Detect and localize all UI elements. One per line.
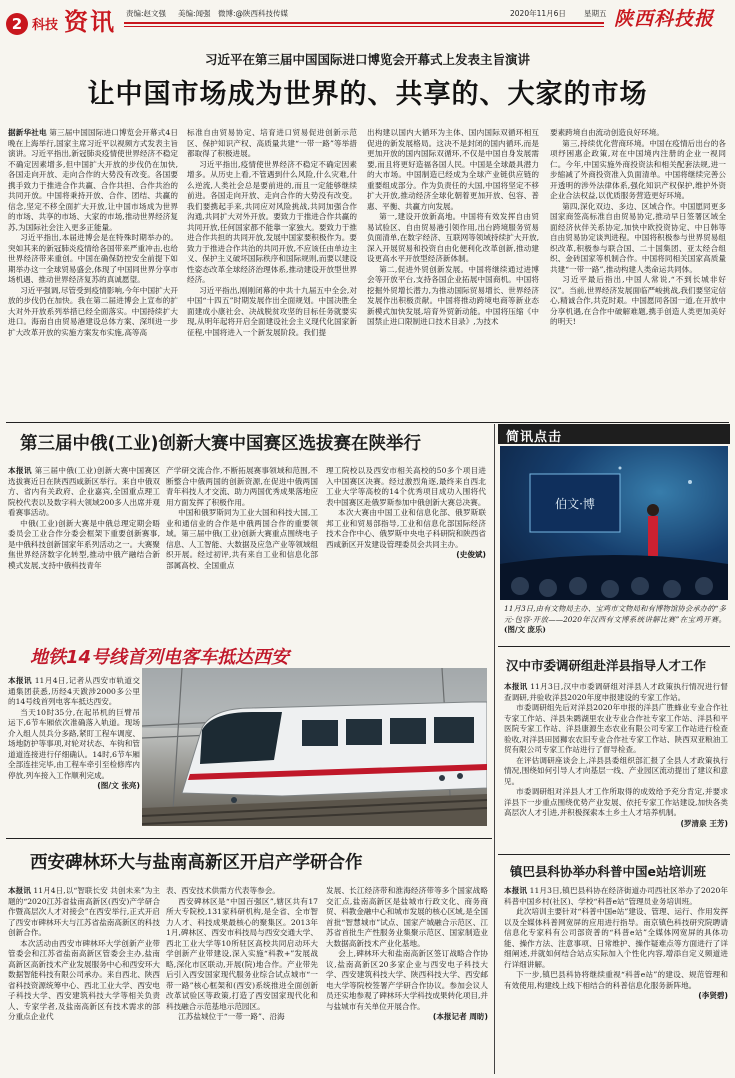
paragraph: 要素跨境自由流动创造良好环境。 bbox=[550, 128, 664, 137]
paragraph: 11月3日,汉中市委调研组对洋县人才政策执行情况进行督查调研,并验收洋县2020年度申报建设的专家工作站。 bbox=[504, 682, 728, 702]
masthead-weekday: 星期五 bbox=[584, 9, 607, 18]
column-divider bbox=[494, 424, 495, 1074]
byline: 本报讯 bbox=[504, 886, 528, 895]
paragraph: 本次活动由西安市碑林环大学创新产业带管委会和江苏省盐南高新区管委会主办,盐南高新区高新技术产业发展服务中心和西安环大数据智能科技有限公司承办。来自西北、陕西省科技资源统筹中心、西北工业大学、西安电子科技大学、西安建筑科技大学等相关负责人、专家学者,及盐南高新区有技术需求的部分重点企业代 bbox=[8, 938, 160, 1021]
paragraph: 11月3日,镇巴县科协在经济街道办司西社区举办了2020年科普中国乡村(社区)、学校“科普e站”管理员业务培训班。 bbox=[504, 886, 728, 906]
beilin-headline: 西安碑林环大与盐南高新区开启产学研合作 bbox=[30, 853, 363, 873]
section-divider bbox=[498, 646, 730, 647]
author: (图/文 庞乐) bbox=[504, 625, 546, 634]
byline: 据新华社电 bbox=[8, 128, 47, 137]
editor-credit: 责编:赵文强 bbox=[126, 9, 167, 18]
paragraph: 11月4日,记者从西安市轨道交通集团获悉,历经4天跋涉2000多公里的14号线首列电客车抵达西安。 bbox=[8, 676, 140, 706]
paragraph: 习近平强调,尽管受到疫情影响,今年中国扩大开放的步伐仍在加快。我在第二届进博会上宣布的扩大对外开放系列举措已经全面落实。中国持续扩大进口。海南自由贸易港建设总体方案、深圳进一步扩大改革开放的实施方案发布实施,高等高 bbox=[8, 285, 178, 337]
author: (罗清泉 王芳) bbox=[680, 818, 728, 828]
section-divider bbox=[498, 854, 730, 855]
byline: 本报讯 bbox=[504, 682, 528, 691]
story2-col-3 bbox=[326, 466, 486, 622]
brief-photo bbox=[500, 446, 728, 600]
beilin-col-3 bbox=[326, 886, 488, 1074]
hanzhong-headline: 汉中市委调研组赴洋县指导人才工作 bbox=[506, 658, 707, 673]
brief-caption: 11月3日,由有文物局主办、宝鸡市文物局和有博物馆协会承办的“多元·包容·开放——2020年汉西有文博系统讲解比赛”在宝鸡开赛。(图/文 庞乐) bbox=[504, 604, 726, 634]
paragraph: 第四,深化双边、多边、区域合作。中国愿同更多国家商签高标准自由贸易协定,推动早日签署区域全面经济伙伴关系协定,加快中欧投资协定、中日韩等自由贸易协定谈判进程。中国将积极参与世界贸易组织改革,积极参与联合国、二十国集团、亚太经合组织、金砖国家等机制合作。中国将同相关国家高质量共建“一带一路”,推动构建人类命运共同体。 bbox=[550, 201, 726, 274]
masthead-rule-thin bbox=[124, 26, 604, 27]
byline: 本报讯 bbox=[8, 676, 32, 685]
metro-body bbox=[8, 676, 140, 826]
metro-photo bbox=[142, 668, 487, 826]
paragraph: 当天10时35分,在起吊机的巨臂吊运下,6节车厢依次准确落入轨道。现场介入组人员兵分多路,紧盯工程车调度、场地防护等事项,对轮对状态、车钩和管道道连接进行仔细确认。14时,6节车厢全部连挂完毕,由工程车牵引至检修库内停放,列车接入工作顺利完成。 bbox=[8, 707, 140, 780]
paragraph: 习近平指出,刚刚闭幕的中共十九届五中全会,对中国“十四五”时期发展作出全面规划。中国决胜全面建成小康社会、决战脱贫攻坚的目标任务就要实现,从明年起将开启全面建设社会主义现代化国家新征程,中国将进入一个新发展阶段。我们提 bbox=[187, 285, 357, 337]
story2-col-2 bbox=[166, 466, 318, 622]
wechat-credit: 微博:@陕西科技传媒 bbox=[218, 9, 289, 18]
paragraph: 在评估调研座谈会上,洋县县委组织部汇报了全县人才政策执行情况,围绕如何引导人才向基层一线、产业园区流动提出了建议和意见。 bbox=[504, 755, 728, 786]
brief-header: 简讯点击 bbox=[506, 430, 563, 445]
paragraph: 此次培训主要针对“科普中国e站”建设、管理、运行、作用发挥以及全媒体科普网宽屏的应用进行指导。南京镇色科技研究院聘请信息化专家科有公司部资普的“科普e站”全媒体网宽屏的具体功能、操作方法、注意事项、日常维护、操作疑难点等方面进行了详细阐述,并就如何结合站点实际加入个性化内容,增添自定义频道进行详细讲解。 bbox=[504, 907, 728, 969]
paragraph: 第二,促进外贸创新发展。中国将继续通过进博会等开放平台,支持各国企业拓展中国商机。中国将挖掘外贸增长潜力,为推动国际贸易增长、世界经济发展作出积极贡献。中国将推动跨境电商等新业态新模式加快发展,培育外贸新动能。中国将压缩《中国禁止进口限制进口技术目录》,为技术 bbox=[367, 264, 539, 326]
brief-header-bar bbox=[498, 424, 730, 444]
hanzhong-body bbox=[504, 682, 728, 850]
paragraph: 西安碑林区是“中国百强区”,辖区共有17所大专院校,131家科研机构,是全省、全市智力人才、科技成果最核心的聚集区。2013年1月,碑林区、西安市科技局与西安交通大学、西北工业大学等10所驻区高校共同启动环大学创新产业带建设,深入实施“科教+”发展战略,深化市区联动,开展(院)地合作。产业带先后引入西安国家现代服务业综合试点城市“一带一路”核心框架和(西安)系统推进全面创新改革试验区等政策,打造了西安国家现代化和科技融合示范基地示范园区。 bbox=[166, 896, 318, 1011]
paragraph: 发展、长江经济带和淮海经济带等多个国家战略交汇点,盐南高新区是盐城市行政文化、商务商贸、科教金融中心和城市发展的核心区域,是全国首批“智慧城市”试点、国家产城融合示范区、江苏省首批生产性服务业集聚示范区、国家制造业大数据高新技术产业化基地。 bbox=[326, 886, 488, 948]
paragraph: 中国和俄罗斯同为工业大国和科技大国,工业和通信业的合作是中俄两国合作的重要领域。第三届中俄(工业)创新大赛重点围绕电子信息、人工智能、大数据及应急产业等领域组织开展。经过初评,共有来自工业和信息化部部属高校、全国重点 bbox=[166, 508, 318, 570]
paragraph: 下一步,镇巴县科协将继续重视“科普e站”的建设、规范管理和有效使用,构建线上线下相结合的科普信息化服务新阵地。 bbox=[504, 970, 728, 990]
paper-name: 陕西科技报 bbox=[614, 8, 715, 30]
lead-col-3 bbox=[367, 128, 539, 418]
paragraph: 市委调研组先后对洋县2020年申报的洋县广胜蜂业专业合作社专家工作站、洋县朱鹮湖里农业专业合作社专家工作站、洋县和平医院专家工作站、洋县康源生态农业有限公司专家工作站进行检查验收,对洋县田园狮农农旧专业合作社专家工作站、陕西双亚粮油工贸有限公司专家工作站进行了督导检查。 bbox=[504, 703, 728, 754]
zhenba-headline: 镇巴县科协举办科普中国e站培训班 bbox=[510, 864, 706, 879]
lead-col-4 bbox=[550, 128, 726, 418]
section-label-a: 科技 bbox=[32, 18, 59, 33]
section-divider bbox=[6, 838, 492, 839]
paragraph: 习近平指出,疫情使世界经济不稳定不确定因素增多。从历史上看,不管遇到什么风险,什么灾难,什么逆流,人类社会总是要前进的,而且一定能够继续前进。各国走向开放、走向合作的大势没有改变。我们要携起手来,共同应对风险挑战,共同加强合作沟通,共同扩大对外开放。要致力于推进合作共赢的共同开放,任何国家都不能靠一家独大。要致力于推进合作共担的共同开放,发展中国家要积极作为。要致力于推进合作共治的共同开放,不应该任由单边主义、保护主义破坏国际秩序和国际规则,而要以建设性姿态改革全球经济治理体系,推动建设开放型世界经济。 bbox=[187, 159, 357, 284]
stage-illustration bbox=[500, 446, 728, 600]
paragraph: 第三,持续优化营商环境。中国在疫情后出台的各项纾困惠企政策,对在中国境内注册的企业一视同仁。今年,中国实施外商投资法和相关配套法规,进一步缩减了外商投资准入负面清单。中国将继续完善公开透明的涉外法律体系,强化知识产权保护,维护外资企业合法权益,以优质服务营造更好环境。 bbox=[550, 138, 726, 200]
paragraph: 标准自由贸易协定、培育进口贸易促进创新示范区、保护知识产权、高质量共建“一带一路”等举措都取得了积极进展。 bbox=[187, 128, 357, 158]
zhenba-body bbox=[504, 886, 728, 1074]
page-number-badge: 2 bbox=[6, 13, 28, 35]
paragraph: 本次大赛由中国工业和信息化部、俄罗斯联邦工业和贸易部指导,工业和信息化部国际经济技术合作中心、俄罗斯中央电子科研院和陕西省西咸新区开发建设管理委员会共同主办。 bbox=[326, 508, 486, 549]
lead-headline: 让中国市场成为世界的、共享的、大家的市场 bbox=[87, 79, 648, 110]
lead-col-2 bbox=[187, 128, 357, 418]
paragraph: 产学研交流合作,不断拓展赛事领域和范围,不断整合中俄两国的创新资源,在促进中俄两国青年科技人才交流、助力两国优秀成果落地应用方面发挥了积极作用。 bbox=[166, 466, 318, 507]
section-label-b: 资讯 bbox=[64, 8, 116, 36]
train-illustration bbox=[142, 668, 487, 826]
designer-credit: 美编:闻强 bbox=[178, 9, 211, 18]
lead-col-1 bbox=[8, 128, 178, 418]
svg-text:伯文·博: 伯文·博 bbox=[555, 497, 595, 511]
story2-col-1 bbox=[8, 466, 160, 622]
paragraph: 会上,碑林环大和盐南高新区签订战略合作协议,盐南高新区20多家企业与西安电子科技大学、西安建筑科技大学、陕西科技大学、西安邮电大学等院校签署产学研合作协议。参加会议人员还实地参观了碑林环大学科技成果转化项目,并与盐城市有关单位开展合作。 bbox=[326, 949, 488, 1011]
author: (本报记者 周昉) bbox=[432, 1012, 488, 1021]
byline: 本报讯 bbox=[8, 466, 32, 475]
paragraph: 江苏盐城位于“一带一路”、沿海 bbox=[178, 1012, 285, 1021]
masthead-date: 2020年11月6日 bbox=[510, 9, 566, 18]
paragraph: 出构建以国内大循环为主体、国内国际双循环相互促进的新发展格局。这决不是封闭的国内循环,而是更加开放的国内国际双循环,不仅是中国自身发展需要,而且将更好造福各国人民。中国是全球最具潜力的大市场。中国制造已经成为全球产业链供应链的重要组成部分。作为负责任的大国,中国将坚定不移扩大开放,推动经济全球化朝着更加开放、包容、普惠、平衡、共赢方向发展。 bbox=[367, 128, 539, 211]
paragraph: 习近平最后指出,中国人常说,“不到长城非好汉”。当前,世界经济发展面临严峻挑战,我们要坚定信心,精诚合作,共克时艰。中国愿同各国一道,在开放中分享机遇,在合作中破解难题,携手创造人类更加美好的明天! bbox=[550, 275, 726, 326]
author: (图/文 张亮) bbox=[97, 781, 140, 790]
paragraph: 第一,建设开放新高地。中国将有效发挥自由贸易试验区、自由贸易港引领作用,出台跨境服务贸易负面清单,在数字经济、互联网等领域持续扩大开放,深入开展贸易和投资自由化便利化改革创新,推动建设更高水平开放型经济新体制。 bbox=[367, 212, 539, 263]
story2-headline: 第三届中俄(工业)创新大赛中国赛区选拔赛在陕举行 bbox=[20, 434, 421, 454]
author: (李贤碧) bbox=[698, 991, 728, 1000]
paragraph: 理工院校以及西安市相关高校的50多个项目进入中国赛区决赛。经过激烈角逐,最终来自西北工业大学等高校的14个优秀项目成功入围将代表中国赛区赴俄罗斯参加中俄创新大赛总决赛。 bbox=[326, 466, 486, 507]
paragraph: 第三届中国国际进口博览会开幕式4日晚在上海举行,国家主席习近平以视频方式发表主旨演讲。习近平指出,新冠肺炎疫情使世界经济不稳定不确定因素增多,但中国扩大开放的步伐仍在加快,各国走向开放、走向合作的大势没有改变。各国要携手致力于推进合作共赢、合作共担、合作共治的共同开放。中国将秉持开放、合作、团结、共赢的信念,坚定不移全面扩大开放,让中国市场成为世界的市场、共享的市场、大家的市场,推动世界经济复苏,为国际社会注入更多正能量。 bbox=[8, 128, 178, 232]
masthead-rule-red bbox=[124, 22, 604, 24]
byline: 本报讯 bbox=[8, 886, 31, 895]
paragraph: 习近平指出,本届进博会是在特殊时期举办的。突如其来的新冠肺炎疫情给各国带来严重冲击,也给世界经济带来重创。中国在确保防控安全前提下如期举办这一全球贸易盛会,体现了中国同世界分享市场机遇、推动世界经济复苏的真诚愿望。 bbox=[8, 233, 178, 284]
paragraph: 表、西安技术供需方代表等参会。 bbox=[166, 886, 280, 895]
paragraph: 中俄(工业)创新大赛是中俄总理定期会晤委员会工业合作分委会框架下重要创新赛事,是中俄科技创新国家年系列活动之一。大赛聚焦世界经济数字化转型,推动中俄产融结合新模式发展,支持中俄科技青年 bbox=[8, 518, 160, 570]
paragraph: 第三届中俄(工业)创新大赛中国赛区选拔赛近日在陕西西咸新区举行。来自中俄双方、省内有关政府、企业嘉宾,全国重点理工院校代表以及数字科大领域200多人出席并观看赛事活动。 bbox=[8, 466, 160, 517]
lead-kicker: 习近平在第三届中国国际进口博览会开幕式上发表主旨演讲 bbox=[204, 52, 530, 67]
section-divider bbox=[6, 422, 729, 423]
paragraph: 市委调研组对洋县人才工作所取得的成效给予充分肯定,并要求洋县下一步重点围绕优势产业发展、依托专家工作站建设,加快各类高层次人才引进,并积极探索本土乡土人才培养机制。 bbox=[504, 787, 728, 817]
paragraph: 11月4日,以“智联长安 共创未来”为主题的“2020江苏省盐南高新区(西安)产学研合作暨高层次人才对接会”在西安举行,正式开启了西安市碑林环大与江苏省盐南高新区的科技创新合作。 bbox=[8, 886, 160, 937]
author: (史俊斌) bbox=[456, 550, 486, 559]
masthead bbox=[0, 0, 735, 46]
beilin-col-2 bbox=[166, 886, 318, 1074]
beilin-col-1 bbox=[8, 886, 160, 1074]
metro-headline: 地铁14号线首列电客车抵达西安 bbox=[30, 647, 290, 668]
